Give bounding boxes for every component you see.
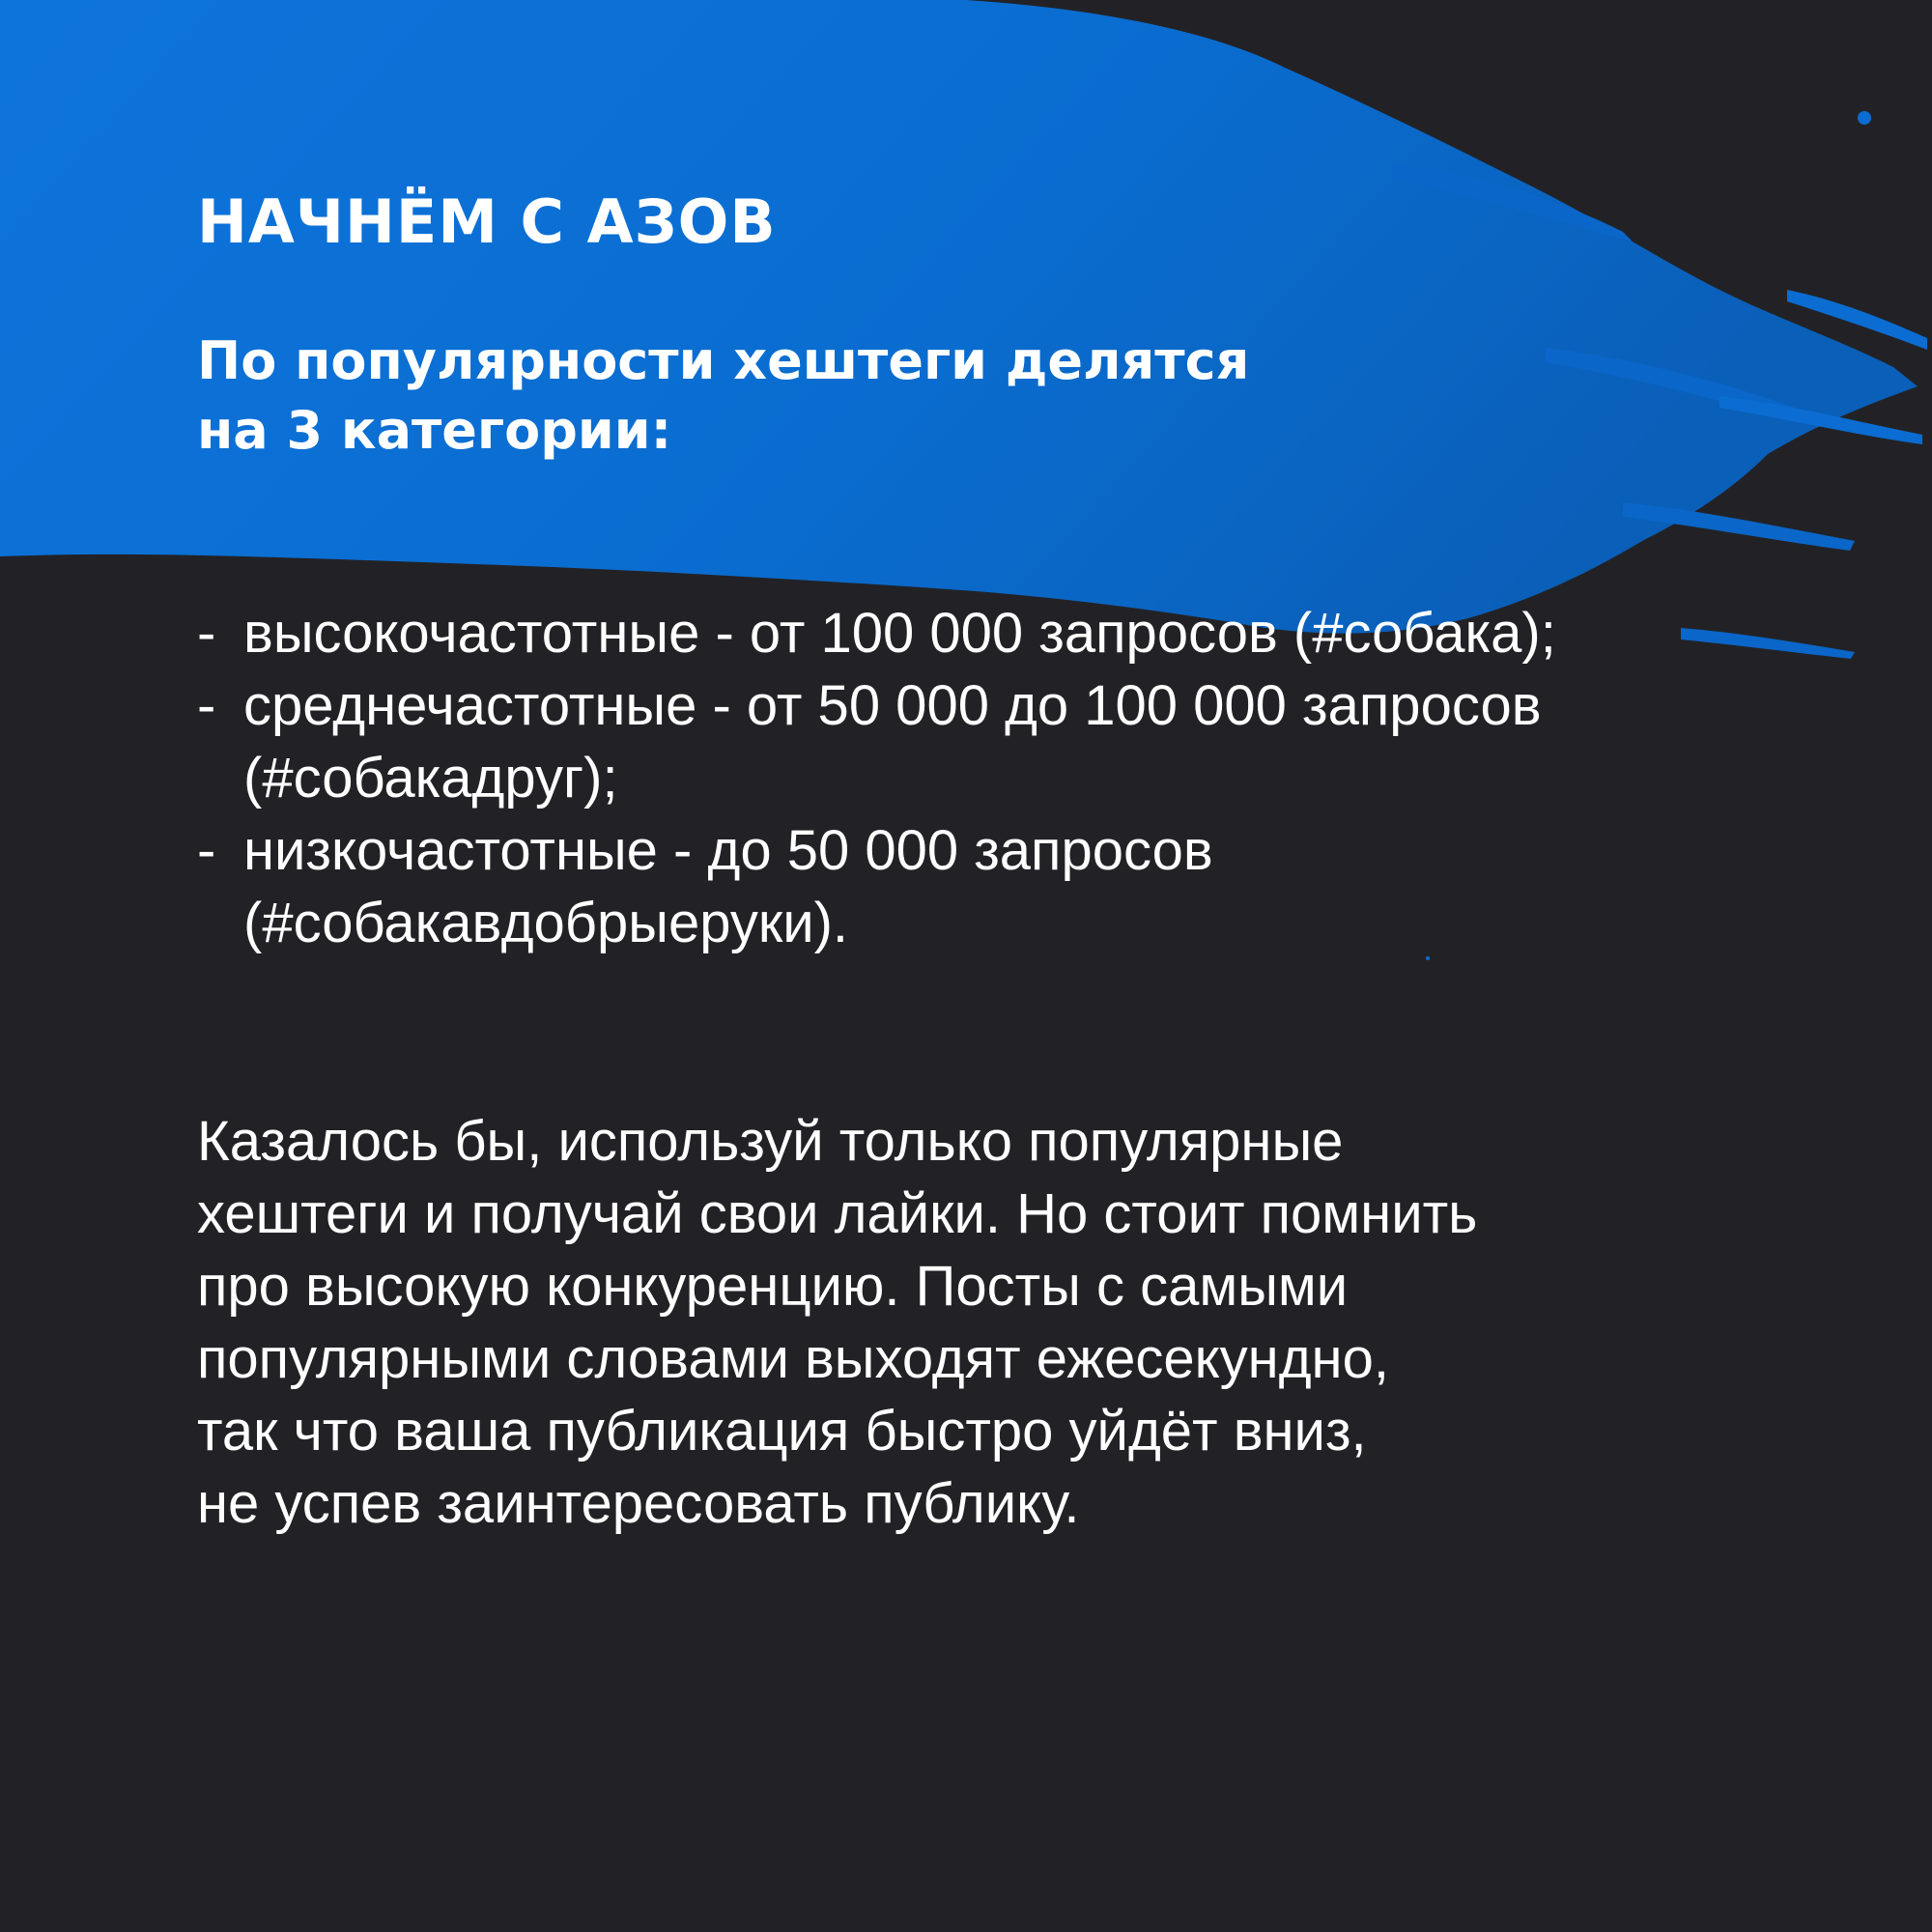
paragraph-line: так что ваша публикация быстро уйдёт вниз, [197, 1400, 1367, 1463]
subtitle-line: на 3 категории: [197, 400, 672, 461]
list-item [197, 597, 1859, 669]
body-paragraph [197, 1105, 1477, 1540]
list-item-text: (#собакадруг); [243, 747, 618, 810]
list-item-text: низкочастотные - до 50 000 запросов [243, 819, 1213, 882]
list-bullet: - [197, 819, 216, 882]
paragraph-line: Казалось бы, используй только популярные [197, 1110, 1344, 1173]
paragraph-line: хештеги и получай свои лайки. Но стоит помнить [197, 1182, 1478, 1245]
hashtag-category-list [197, 597, 1859, 959]
subtitle-line: По популярности хештеги делятся [197, 330, 1250, 391]
paragraph-line: не успев заинтересовать публику. [197, 1472, 1080, 1535]
slide-subtitle [197, 327, 1249, 466]
list-bullet: - [197, 674, 216, 737]
list-item [197, 814, 1859, 959]
list-item-text: среднечастотные - от 50 000 до 100 000 запросов [243, 674, 1542, 737]
list-item-text: (#собакавдобрыеруки). [243, 892, 849, 954]
slide-title: НАЧНЁМ С АЗОВ [197, 186, 777, 257]
list-bullet: - [197, 602, 216, 665]
paragraph-line: про высокую конкуренцию. Посты с самыми [197, 1255, 1349, 1318]
list-item-text: высокочастотные - от 100 000 запросов (#собака); [243, 602, 1556, 665]
paragraph-line: популярными словами выходят ежесекундно, [197, 1327, 1389, 1390]
list-item [197, 669, 1859, 814]
